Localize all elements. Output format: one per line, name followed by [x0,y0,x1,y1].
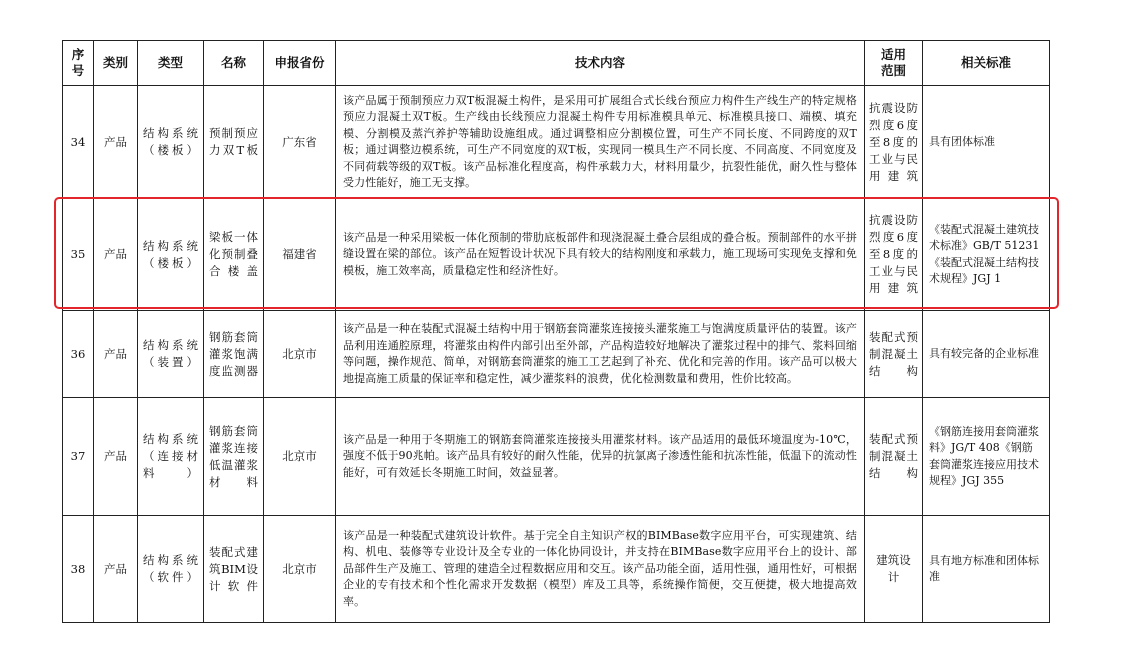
row-scope: 建筑设计 [865,516,923,623]
products-table [62,40,1050,623]
row-seq: 36 [63,311,94,398]
row-seq: 35 [63,199,94,311]
row-seq: 37 [63,398,94,516]
table-row [63,516,1050,623]
header-seq: 序号 [63,41,94,86]
row-standard: 《钢筋连接用套筒灌浆料》JG/T 408《钢筋套筒灌浆连接应用技术规程》JGJ 355 [923,398,1050,516]
header-standard: 相关标准 [923,41,1050,86]
row-tech: 该产品是一种装配式建筑设计软件。基于完全自主知识产权的BIMBase数字应用平台，可实现建筑、结构、机电、装修等专业设计及全专业的一体化协同设计，并支持在BIMBase数字应用平台上的设计、部品部件生产及施工、管理的建造全过程数据应用和交互。该产品功能全面，适用性强，通用性好，可根据企业的专有技术和个性化需求开发数据（模型）库及工具等，系统操作简便，交互便捷，极大地提高效率。 [336,516,865,623]
row-province: 北京市 [264,398,336,516]
row-type: 结构系统（楼板） [138,199,204,311]
header-province: 申报省份 [264,41,336,86]
header-type: 类型 [138,41,204,86]
table-row [63,199,1050,311]
row-name: 梁板一体化预制叠合楼盖 [204,199,264,311]
row-province: 广东省 [264,86,336,199]
header-scope: 适用范围 [865,41,923,86]
row-tech: 该产品是一种用于冬期施工的钢筋套筒灌浆连接接头用灌浆材料。该产品适用的最低环境温度为-10℃，强度不低于90兆帕。该产品具有较好的耐久性能，优异的抗氯离子渗透性能和抗冻性能，低温下的流动性能好，可有效延长冬期施工时间，效益显著。 [336,398,865,516]
row-province: 北京市 [264,516,336,623]
row-tech: 该产品是一种在装配式混凝土结构中用于钢筋套筒灌浆连接接头灌浆施工与饱满度质量评估的装置。该产品利用连通腔原理，将灌浆由构件内部引出至外部，产品构造较好地解决了灌浆过程中的排气、浆料回缩等问题，操作规范、简单，对钢筋套筒灌浆的施工工艺起到了补充、优化和完善的作用。该产品可以极大地提高施工质量的保证率和稳定性，减少灌浆料的浪费，优化检测数量和费用，性价比较高。 [336,311,865,398]
row-scope: 装配式预制混凝土结构 [865,311,923,398]
row-name: 钢筋套筒灌浆连接低温灌浆材料 [204,398,264,516]
row-seq: 34 [63,86,94,199]
row-name: 钢筋套筒灌浆饱满度监测器 [204,311,264,398]
table-row [63,398,1050,516]
header-name: 名称 [204,41,264,86]
row-province: 北京市 [264,311,336,398]
row-category: 产品 [94,516,138,623]
row-category: 产品 [94,311,138,398]
row-name: 预制预应力双T板 [204,86,264,199]
table-row [63,86,1050,199]
row-tech: 该产品是一种采用梁板一体化预制的带肋底板部件和现浇混凝土叠合层组成的叠合板。预制部件的水平拼缝设置在梁的部位。该产品在短暂设计状况下具有较大的结构刚度和承载力，施工现场可实现免支撑和免模板，施工效率高，质量稳定性和经济性好。 [336,199,865,311]
row-category: 产品 [94,398,138,516]
row-standard: 《装配式混凝土建筑技术标准》GB/T 51231《装配式混凝土结构技术规程》JGJ 1 [923,199,1050,311]
row-standard: 具有地方标准和团体标准 [923,516,1050,623]
row-scope: 抗震设防烈度6度至8度的工业与民用建筑 [865,199,923,311]
row-standard: 具有团体标准 [923,86,1050,199]
row-standard: 具有较完备的企业标准 [923,311,1050,398]
row-type: 结构系统（装置） [138,311,204,398]
row-tech: 该产品属于预制预应力双T板混凝土构件，是采用可扩展组合式长线台预应力构件生产线生产的特定规格预应力混凝土双T板。生产线由长线预应力混凝土构件专用标准模具单元、标准模具接口、端模、填充模、分割模及蒸汽养护等辅助设施组成。通过调整相应分割模位置，可生产不同长度、不同跨度的双T板；通过调整边模系统，可生产不同宽度的双T板，实现同一模具生产不同长度、不同高度、不同宽度及不同荷载等级的双T板。该产品标准化程度高，构件承载力大，材料用量少，抗裂性能优，耐久性与整体受力性能好，施工无支撑。 [336,86,865,199]
row-type: 结构系统（连接材料） [138,398,204,516]
row-scope: 装配式预制混凝土结构 [865,398,923,516]
row-province: 福建省 [264,199,336,311]
header-tech: 技术内容 [336,41,865,86]
row-category: 产品 [94,199,138,311]
row-scope: 抗震设防烈度6度至8度的工业与民用建筑 [865,86,923,199]
table-header-row [63,41,1050,86]
table-row [63,311,1050,398]
header-category: 类别 [94,41,138,86]
row-name: 装配式建筑BIM设计软件 [204,516,264,623]
row-type: 结构系统（软件） [138,516,204,623]
row-category: 产品 [94,86,138,199]
row-type: 结构系统（楼板） [138,86,204,199]
row-seq: 38 [63,516,94,623]
